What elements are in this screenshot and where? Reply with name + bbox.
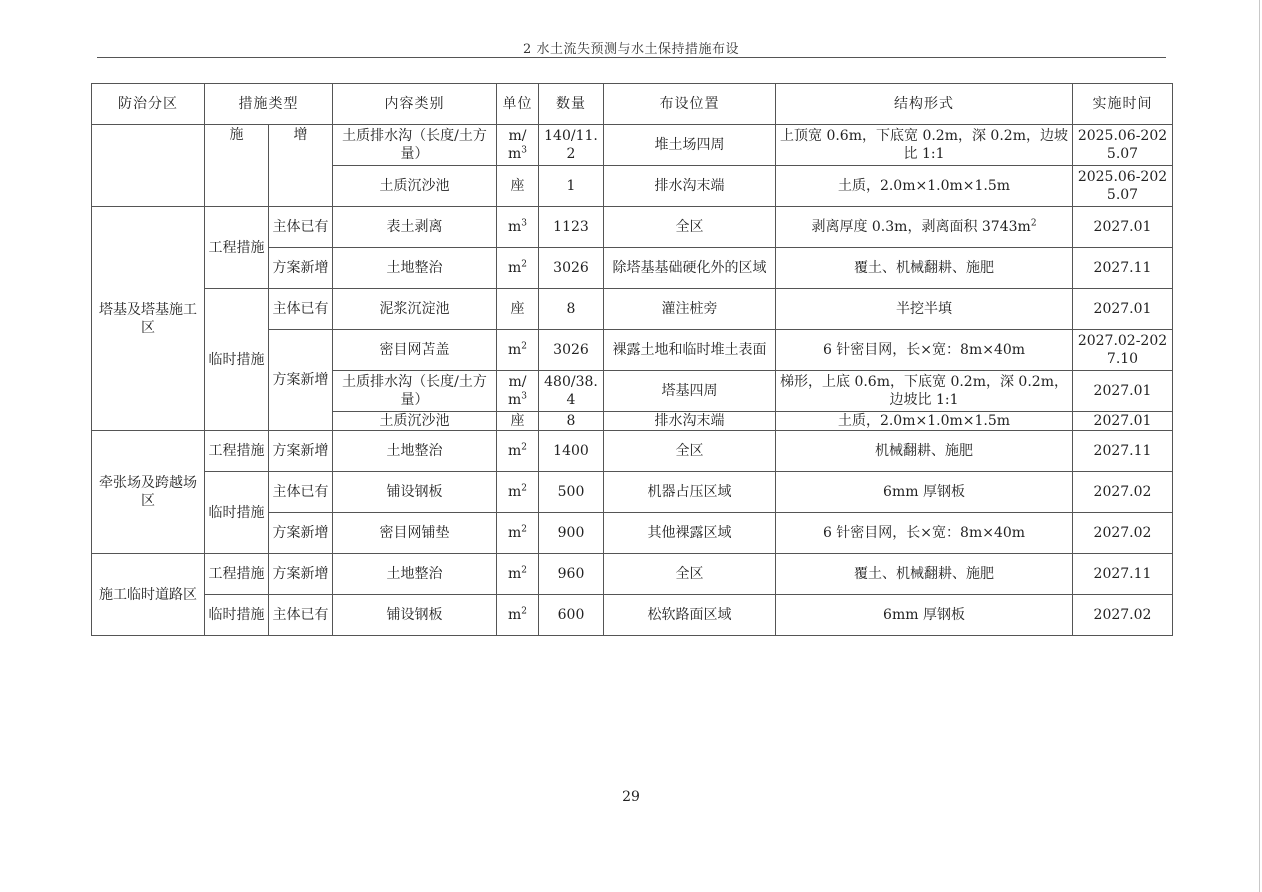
- unit-cell: m/ $m^3$: [497, 371, 539, 412]
- header-cell-qty: 数量: [539, 84, 604, 125]
- measures-table: [91, 83, 1173, 636]
- qty-cell: 480/38.4: [539, 371, 604, 412]
- unit-cell: $m^2$: [497, 595, 539, 636]
- unit-cell: $m^2$: [497, 554, 539, 595]
- header-cell-unit: 单位: [497, 84, 539, 125]
- page-header-title: 2 水土流失预测与水土保持措施布设: [523, 42, 739, 57]
- type-cell: 工程措施: [205, 431, 269, 472]
- table-row: [92, 125, 1173, 166]
- structure-cell: 覆土、机械翻耕、施肥: [776, 554, 1073, 595]
- subtype-cell: 主体已有: [269, 289, 333, 330]
- page-edge-line: [1259, 0, 1260, 892]
- time-cell: 2027.02: [1073, 595, 1173, 636]
- time-cell: 2027.11: [1073, 431, 1173, 472]
- time-cell: 2025.06-2025.07: [1073, 125, 1173, 166]
- location-cell: 全区: [604, 431, 776, 472]
- structure-cell: 上顶宽 0.6m，下底宽 0.2m，深 0.2m，边坡比 1:1: [776, 125, 1073, 166]
- unit-cell: 座: [497, 166, 539, 207]
- content-cell: 土地整治: [333, 431, 497, 472]
- table-row: [92, 554, 1173, 595]
- table-row: [92, 472, 1173, 513]
- subtype-cell: 方案新增: [269, 554, 333, 595]
- structure-cell: 6 针密目网，长×宽：8m×40m: [776, 513, 1073, 554]
- qty-cell: 8: [539, 412, 604, 431]
- qty-cell: 3026: [539, 248, 604, 289]
- structure-cell: 剥离厚度 0.3m，剥离面积 $3743m^2$: [776, 207, 1073, 248]
- unit-cell: $m^2$: [497, 330, 539, 371]
- unit-cell: 座: [497, 412, 539, 431]
- content-cell: 密目网铺垫: [333, 513, 497, 554]
- structure-cell: 6mm 厚钢板: [776, 472, 1073, 513]
- header-rule: [97, 57, 1166, 58]
- table-header-row: [92, 84, 1173, 125]
- type-cell: 工程措施: [205, 554, 269, 595]
- qty-cell: 3026: [539, 330, 604, 371]
- time-cell: 2025.06-2025.07: [1073, 166, 1173, 207]
- table-row: [92, 595, 1173, 636]
- zone-cell: 施工临时道路区: [92, 554, 205, 636]
- page-number: 29: [622, 789, 640, 805]
- qty-cell: 8: [539, 289, 604, 330]
- zone-cell: [92, 125, 205, 207]
- structure-cell: 6mm 厚钢板: [776, 595, 1073, 636]
- time-cell: 2027.01: [1073, 289, 1173, 330]
- time-cell: 2027.02: [1073, 513, 1173, 554]
- location-cell: 裸露土地和临时堆土表面: [604, 330, 776, 371]
- location-cell: 堆土场四周: [604, 125, 776, 166]
- time-cell: 2027.11: [1073, 248, 1173, 289]
- subtype-cell: 增: [269, 125, 333, 207]
- header-cell-type: 措施类型: [205, 84, 333, 125]
- structure-cell: 机械翻耕、施肥: [776, 431, 1073, 472]
- qty-cell: 500: [539, 472, 604, 513]
- location-cell: 塔基四周: [604, 371, 776, 412]
- subtype-cell: 主体已有: [269, 472, 333, 513]
- content-cell: 土质沉沙池: [333, 166, 497, 207]
- content-cell: 土地整治: [333, 248, 497, 289]
- location-cell: 排水沟末端: [604, 412, 776, 431]
- header-cell-zone: 防治分区: [92, 84, 205, 125]
- location-cell: 全区: [604, 207, 776, 248]
- header-cell-structure: 结构形式: [776, 84, 1073, 125]
- structure-cell: 6 针密目网，长×宽：8m×40m: [776, 330, 1073, 371]
- table-row: [92, 207, 1173, 248]
- zone-cell: 牵张场及跨越场区: [92, 431, 205, 554]
- location-cell: 松软路面区域: [604, 595, 776, 636]
- content-cell: 土质沉沙池: [333, 412, 497, 431]
- qty-cell: 1: [539, 166, 604, 207]
- subtype-cell: 方案新增: [269, 248, 333, 289]
- location-cell: 排水沟末端: [604, 166, 776, 207]
- type-cell: 工程措施: [205, 207, 269, 289]
- content-cell: 密目网苫盖: [333, 330, 497, 371]
- qty-cell: 140/11.2: [539, 125, 604, 166]
- location-cell: 灌注桩旁: [604, 289, 776, 330]
- time-cell: 2027.02: [1073, 472, 1173, 513]
- type-cell: 临时措施: [205, 472, 269, 554]
- qty-cell: 1123: [539, 207, 604, 248]
- table-row: [92, 289, 1173, 330]
- content-cell: 铺设钢板: [333, 472, 497, 513]
- unit-cell: m/ $m^3$: [497, 125, 539, 166]
- header-cell-content: 内容类别: [333, 84, 497, 125]
- subtype-cell: 方案新增: [269, 513, 333, 554]
- structure-cell: 土质，2.0m×1.0m×1.5m: [776, 166, 1073, 207]
- location-cell: 除塔基基础硬化外的区域: [604, 248, 776, 289]
- qty-cell: 600: [539, 595, 604, 636]
- header-cell-time: 实施时间: [1073, 84, 1173, 125]
- structure-cell: 土质，2.0m×1.0m×1.5m: [776, 412, 1073, 431]
- location-cell: 全区: [604, 554, 776, 595]
- time-cell: 2027.01: [1073, 412, 1173, 431]
- subtype-cell: 主体已有: [269, 207, 333, 248]
- unit-cell: $m^3$: [497, 207, 539, 248]
- structure-cell: 梯形，上底 0.6m，下底宽 0.2m，深 0.2m，边坡比 1:1: [776, 371, 1073, 412]
- location-cell: 其他裸露区域: [604, 513, 776, 554]
- content-cell: 土地整治: [333, 554, 497, 595]
- subtype-cell: 主体已有: [269, 595, 333, 636]
- unit-cell: $m^2$: [497, 431, 539, 472]
- structure-cell: 半挖半填: [776, 289, 1073, 330]
- content-cell: 土质排水沟（长度/土方量）: [333, 125, 497, 166]
- qty-cell: 900: [539, 513, 604, 554]
- table-row: [92, 431, 1173, 472]
- header-cell-location: 布设位置: [604, 84, 776, 125]
- type-cell: 临时措施: [205, 595, 269, 636]
- content-cell: 铺设钢板: [333, 595, 497, 636]
- content-cell: 土质排水沟（长度/土方量）: [333, 371, 497, 412]
- unit-cell: $m^2$: [497, 513, 539, 554]
- time-cell: 2027.01: [1073, 371, 1173, 412]
- content-cell: 表土剥离: [333, 207, 497, 248]
- content-cell: 泥浆沉淀池: [333, 289, 497, 330]
- time-cell: 2027.01: [1073, 207, 1173, 248]
- structure-cell: 覆土、机械翻耕、施肥: [776, 248, 1073, 289]
- unit-cell: $m^2$: [497, 248, 539, 289]
- time-cell: 2027.11: [1073, 554, 1173, 595]
- zone-cell: 塔基及塔基施工区: [92, 207, 205, 431]
- qty-cell: 960: [539, 554, 604, 595]
- type-cell: 施: [205, 125, 269, 207]
- time-cell: 2027.02-2027.10: [1073, 330, 1173, 371]
- subtype-cell: 方案新增: [269, 431, 333, 472]
- unit-cell: 座: [497, 289, 539, 330]
- type-cell: 临时措施: [205, 289, 269, 431]
- subtype-cell: 方案新增: [269, 330, 333, 431]
- unit-cell: $m^2$: [497, 472, 539, 513]
- location-cell: 机器占压区域: [604, 472, 776, 513]
- qty-cell: 1400: [539, 431, 604, 472]
